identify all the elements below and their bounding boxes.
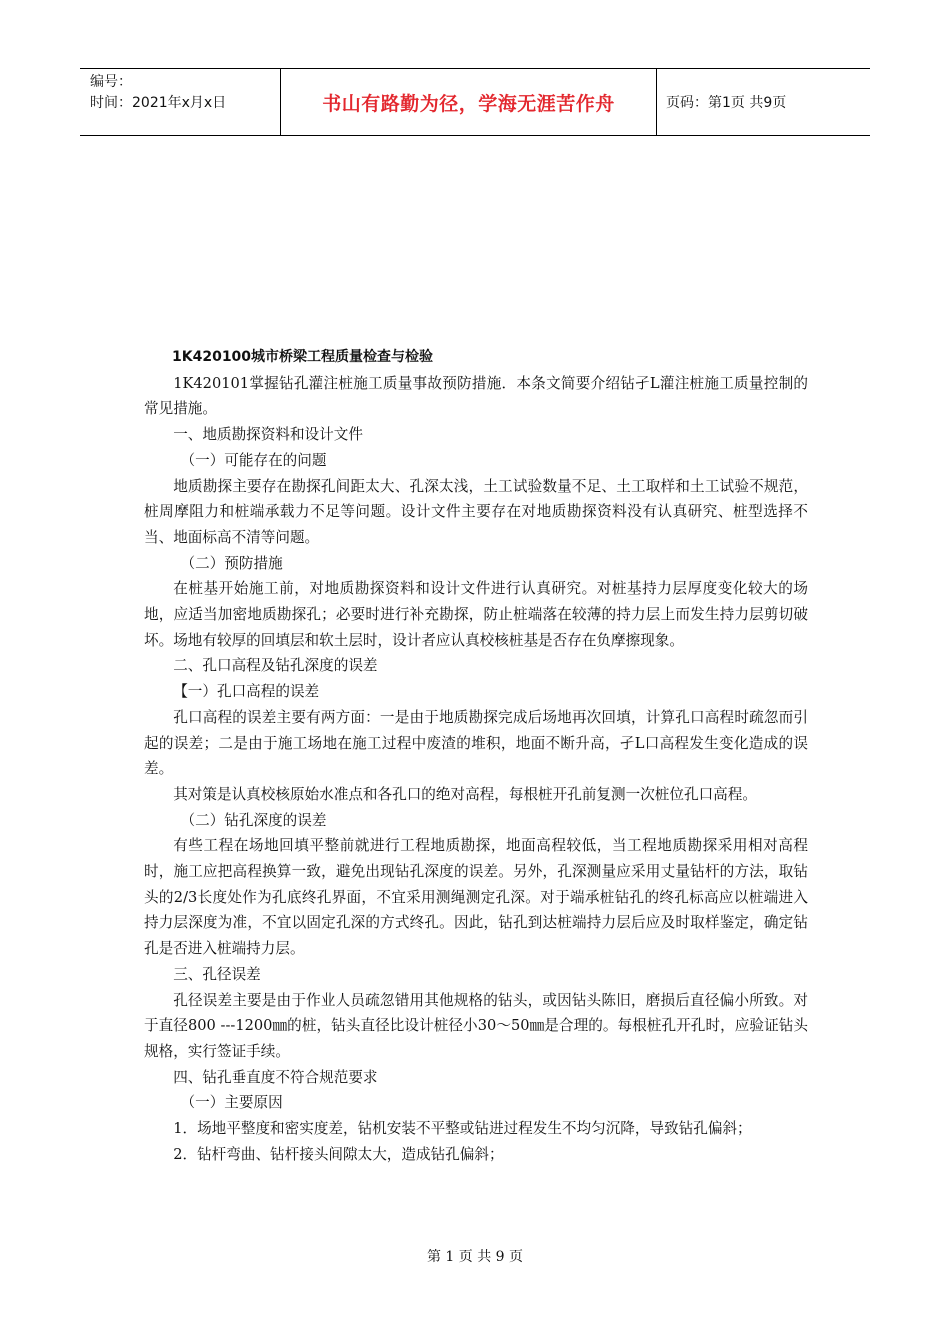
- subsection-heading: 【一）孔口高程的误差: [173, 683, 320, 701]
- paragraph: 有些工程在场地回填平整前就进行工程地质勘探，地面高程较低，当工程地质勘探采用相对高程时，施工应把高程换算一致，避免出现钻孔深度的误差。另外，孔深测量应采用丈量钻杆的方法，取钻头的2/3长度处作为孔底终孔界面，不宜采用测绳测定孔深。对于端承桩钻孔的终孔标高应以桩端进入持力层深度为准，不宜以固定孔深的方式终孔。因此，钻孔到达桩端持力层后应及时取样鉴定，确定钻孔是否进入桩端持力层。: [144, 837, 808, 958]
- section-heading: 三、孔径误差: [173, 965, 261, 983]
- paragraph: 孔径误差主要是由于作业人员疏忽错用其他规格的钻头，或因钻头陈旧，磨损后直径偏小所致。对于直径800 ---1200㎜的桩，钻头直径比设计桩径小30～50㎜是合理的。每根桩孔开孔时，应验证钻头规格，实行签证手续。: [144, 991, 808, 1060]
- header-motto: 书山有路勤为径，学海无涯苦作舟: [281, 69, 657, 135]
- paragraph: 1．场地平整度和密实度差，钻机安装不平整或钻进过程发生不均匀沉降，导致钻孔偏斜；: [173, 1120, 752, 1138]
- page-footer: 第 1 页 共 9 页: [426, 1249, 524, 1265]
- section-heading: 一、地质勘探资料和设计文件: [173, 426, 363, 444]
- section-heading: 二、孔口高程及钻孔深度的误差: [173, 657, 378, 675]
- subsection-heading: （二）钻孔深度的误差: [180, 811, 327, 829]
- paragraph: 2．钻杆弯曲、钻杆接头间隙太大，造成钻孔偏斜；: [173, 1145, 504, 1163]
- paragraph: 孔口高程的误差主要有两方面：一是由于地质勘探完成后场地再次回填，计算孔口高程时疏忽而引起的误差；二是由于施工场地在施工过程中废渣的堆积，地面不断升高，孑L口高程发生变化造成的误差。: [144, 708, 808, 778]
- paragraph: 地质勘探主要存在勘探孔间距太大、孔深太浅，土工试验数量不足、土工取样和土工试验不规范，桩周摩阻力和桩端承载力不足等问题。设计文件主要存在对地质勘探资料没有认真研究、桩型选择不当、地面标高不清等问题。: [144, 477, 808, 546]
- section-heading: 四、钻孔垂直度不符合规范要求: [173, 1068, 378, 1086]
- subsection-heading: （一）主要原因: [180, 1094, 283, 1112]
- document-date-label: 时间：2021年x月x日: [90, 95, 227, 111]
- subsection-heading: （一）可能存在的问题: [180, 451, 327, 469]
- paragraph: 在桩基开始施工前，对地质勘探资料和设计文件进行认真研究。对桩基持力层厚度变化较大的场地，应适当加密地质勘探孔；必要时进行补充勘探，防止桩端落在较薄的持力层上而发生持力层剪切破坏。场地有较厚的回填层和软土层时，设计者应认真校核桩基是否存在负摩擦现象。: [144, 580, 808, 649]
- paragraph: 其对策是认真校核原始水准点和各孔口的绝对高程，每根桩开孔前复测一次桩位孔口高程。: [173, 785, 757, 803]
- subsection-heading: （二）预防措施: [180, 554, 283, 572]
- header-page-number: 页码：第1页 共9页: [666, 95, 787, 111]
- page-header: [80, 68, 870, 136]
- section-title: 1K420100城市桥梁工程质量检查与检验: [172, 349, 434, 365]
- header-meta: [80, 69, 281, 135]
- paragraph: 1K420101掌握钻孔灌注桩施工质量事故预防措施．本条文简要介绍钻孑L灌注桩施工质量控制的常见措施。: [144, 374, 808, 418]
- document-body: [144, 345, 808, 1168]
- document-number-label: 编号：: [90, 74, 132, 90]
